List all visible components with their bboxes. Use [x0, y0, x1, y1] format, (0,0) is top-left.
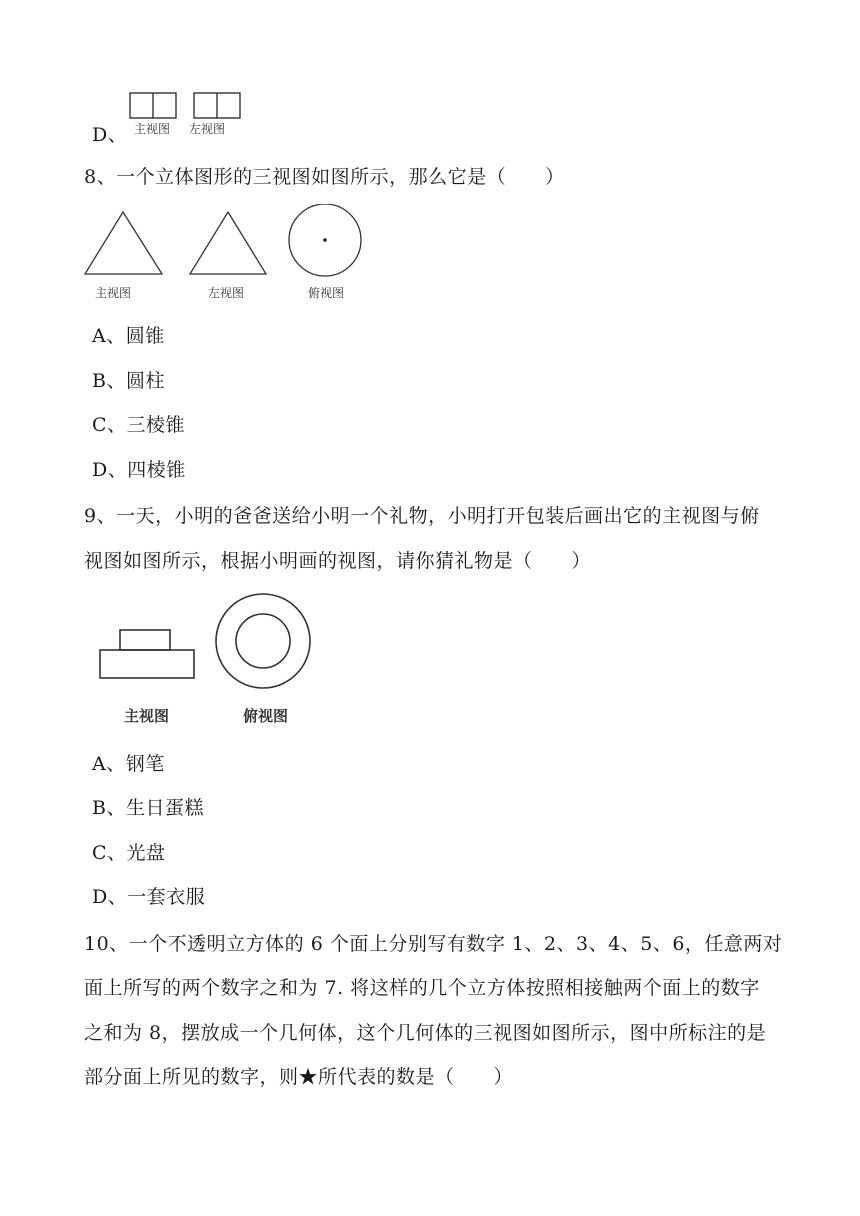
q9-option-a: A、钢笔: [92, 753, 165, 775]
q9-top-view-inner-circle: [236, 614, 290, 668]
q7-front-view-label: 主视图: [134, 122, 171, 136]
q9-option-c: C、光盘: [92, 842, 166, 864]
q10-stem-line-4: 部分面上所见的数字，则★所代表的数是（ ）: [84, 1066, 514, 1088]
q8-side-view-label: 左视图: [208, 286, 245, 300]
q8-side-view-triangle: [190, 212, 266, 274]
q8-option-b: B、圆柱: [92, 370, 165, 392]
q9-stem-line-2: 视图如图所示，根据小明画的视图，请你猜礼物是（ ）: [84, 550, 592, 572]
q7-side-view-label: 左视图: [189, 122, 226, 136]
q9-option-d: D、一套衣服: [92, 886, 206, 908]
q8-stem: 8、一个立体图形的三视图如图所示，那么它是（ ）: [84, 166, 565, 188]
q7-option-d-figure: [126, 90, 250, 138]
q10-stem-line-1: 10、一个不透明立方体的 6 个面上分别写有数字 1、2、3、4、5、6，任意两对: [84, 933, 783, 955]
q9-front-view-label: 主视图: [124, 707, 170, 725]
q8-front-view-label: 主视图: [95, 286, 132, 300]
q9-option-b: B、生日蛋糕: [92, 797, 204, 819]
q8-top-view-label: 俯视图: [308, 286, 345, 300]
q8-front-view-triangle: [85, 212, 162, 274]
q9-stem-line-1: 9、一天，小明的爸爸送给小明一个礼物，小明打开包装后画出它的主视图与俯: [84, 505, 760, 527]
q8-option-a: A、圆锥: [92, 325, 165, 347]
q9-top-view-label: 俯视图: [243, 707, 289, 725]
q8-option-c: C、三棱锥: [92, 414, 186, 436]
q9-views-figure: [94, 592, 324, 728]
q10-stem-line-2: 面上所写的两个数字之和为 7. 将这样的几个立方体按照相接触两个面上的数字: [84, 977, 760, 999]
q10-stem-line-3: 之和为 8，摆放成一个几何体，这个几何体的三视图如图所示，图中所标注的是: [84, 1022, 767, 1044]
q8-three-views-figure: [80, 204, 370, 304]
q8-option-d: D、四棱锥: [92, 459, 186, 481]
q9-top-view-outer-circle: [216, 594, 310, 688]
q8-top-view-center-dot: [323, 238, 327, 242]
q9-front-view-base-block: [100, 650, 194, 678]
q9-front-view-top-block: [120, 630, 170, 650]
q7-option-d-label: D、: [92, 124, 128, 146]
